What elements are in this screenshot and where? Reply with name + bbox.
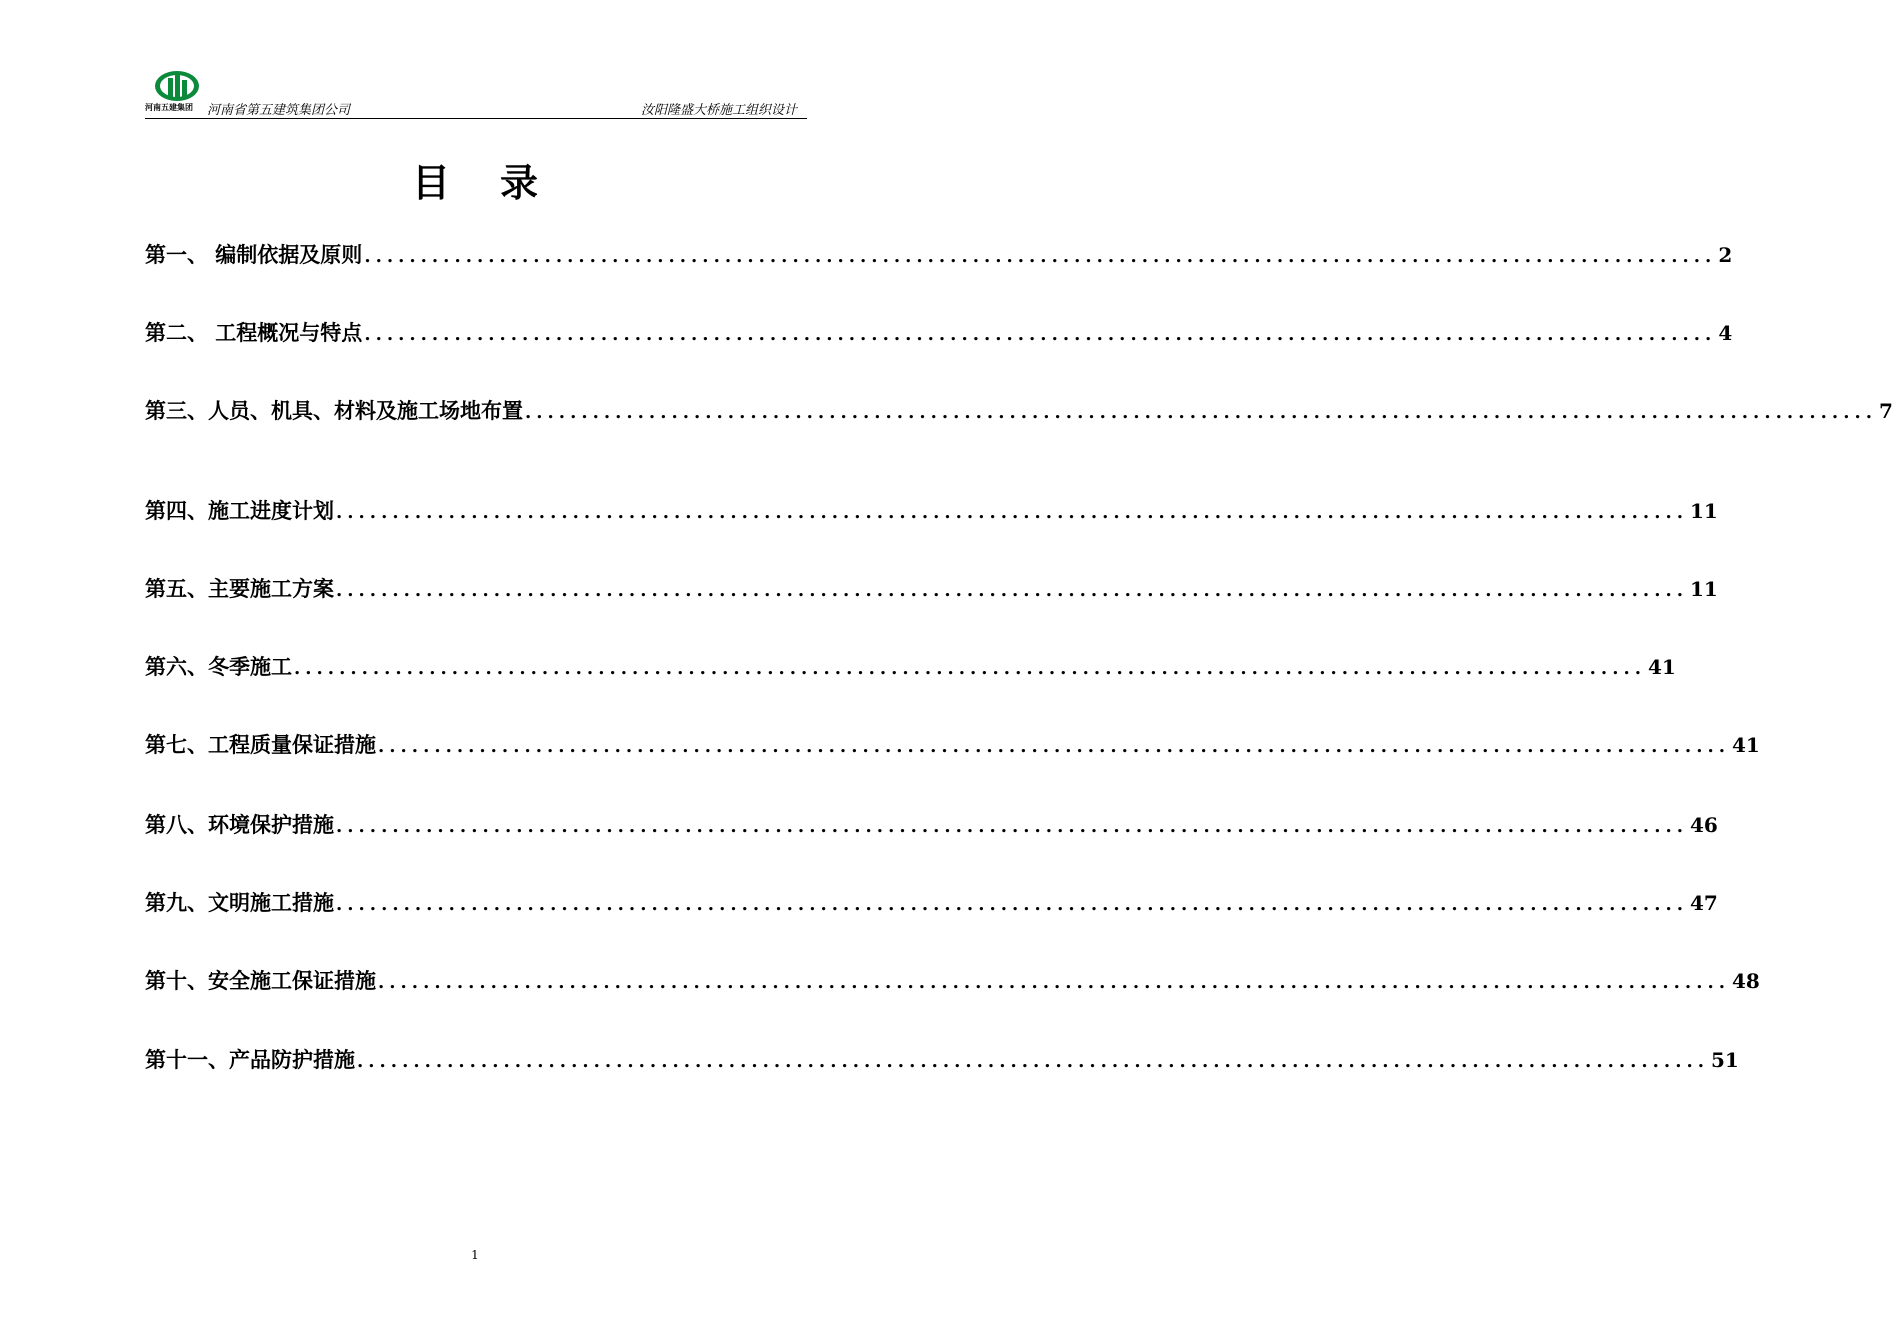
page-number: 1 xyxy=(471,1248,479,1262)
toc-entry-label: 第九、文明施工措施 xyxy=(145,890,334,915)
toc-entry-leader: ........................................................................................................................ xyxy=(525,402,1877,423)
toc-entry-label: 第二、 工程概况与特点 xyxy=(145,320,363,345)
toc-entry-leader: ........................................................................................................................ xyxy=(336,894,1688,915)
toc-entry-page: 51 xyxy=(1711,1048,1739,1072)
toc-entry-page: 11 xyxy=(1690,499,1718,523)
toc-entry-label: 第十、安全施工保证措施 xyxy=(145,968,376,993)
toc-entry[interactable] xyxy=(145,652,1676,682)
toc-entry-label: 第一、 编制依据及原则 xyxy=(145,242,363,267)
toc-entry-leader: ........................................................................................................................ xyxy=(378,972,1730,993)
toc-entry-page: 2 xyxy=(1718,243,1733,267)
toc-entry-leader: ........................................................................................................................ xyxy=(364,246,1717,267)
toc-entry-label: 第八、环境保护措施 xyxy=(145,812,334,837)
toc-entry-label: 第十一、产品防护措施 xyxy=(145,1047,355,1072)
toc-entry[interactable] xyxy=(145,810,1718,840)
toc-entry[interactable] xyxy=(145,574,1718,604)
toc-entry-label: 第七、工程质量保证措施 xyxy=(145,732,376,757)
toc-entry-leader: ........................................................................................................................ xyxy=(336,502,1688,523)
toc-entry[interactable] xyxy=(145,888,1718,918)
toc-entry[interactable] xyxy=(145,730,1760,760)
company-name: 河南省第五建筑集团公司 xyxy=(207,103,351,118)
toc-entry[interactable] xyxy=(145,396,1893,426)
toc-entry[interactable] xyxy=(145,240,1733,270)
toc-entry[interactable] xyxy=(145,966,1760,996)
toc-entry-page: 47 xyxy=(1690,891,1718,915)
page-header xyxy=(145,66,807,119)
toc-entry-label: 第五、主要施工方案 xyxy=(145,576,334,601)
toc-entry-leader: ........................................................................................................................ xyxy=(336,816,1688,837)
toc-entry-leader: ........................................................................................................................ xyxy=(378,736,1730,757)
toc-entry-page: 41 xyxy=(1732,733,1760,757)
toc-entry-leader: ........................................................................................................................ xyxy=(336,580,1688,601)
toc-title: 目录 xyxy=(411,160,588,205)
toc-entry-page: 11 xyxy=(1690,577,1718,601)
toc-entry-label: 第六、冬季施工 xyxy=(145,654,292,679)
toc-entry-page: 41 xyxy=(1648,655,1676,679)
project-name: 汝阳隆盛大桥施工组织设计 xyxy=(640,103,797,118)
toc-entry-page: 48 xyxy=(1732,969,1760,993)
logo-text: 河南五建集团 xyxy=(145,103,193,112)
toc-entry-leader: ........................................................................................................................ xyxy=(357,1051,1709,1072)
toc-entry-label: 第三、人员、机具、材料及施工场地布置 xyxy=(145,398,523,423)
toc-entry[interactable] xyxy=(145,318,1733,348)
toc-entry-page: 4 xyxy=(1718,321,1733,345)
company-logo-icon xyxy=(153,69,201,103)
toc-entry-leader: ........................................................................................................................ xyxy=(294,658,1646,679)
toc-entry[interactable] xyxy=(145,496,1718,526)
toc-entry-leader: ........................................................................................................................ xyxy=(364,324,1717,345)
toc-entry-page: 7 xyxy=(1879,399,1893,423)
toc-entry-label: 第四、施工进度计划 xyxy=(145,498,334,523)
toc-entry-page: 46 xyxy=(1690,813,1718,837)
toc-entry[interactable] xyxy=(145,1045,1739,1075)
